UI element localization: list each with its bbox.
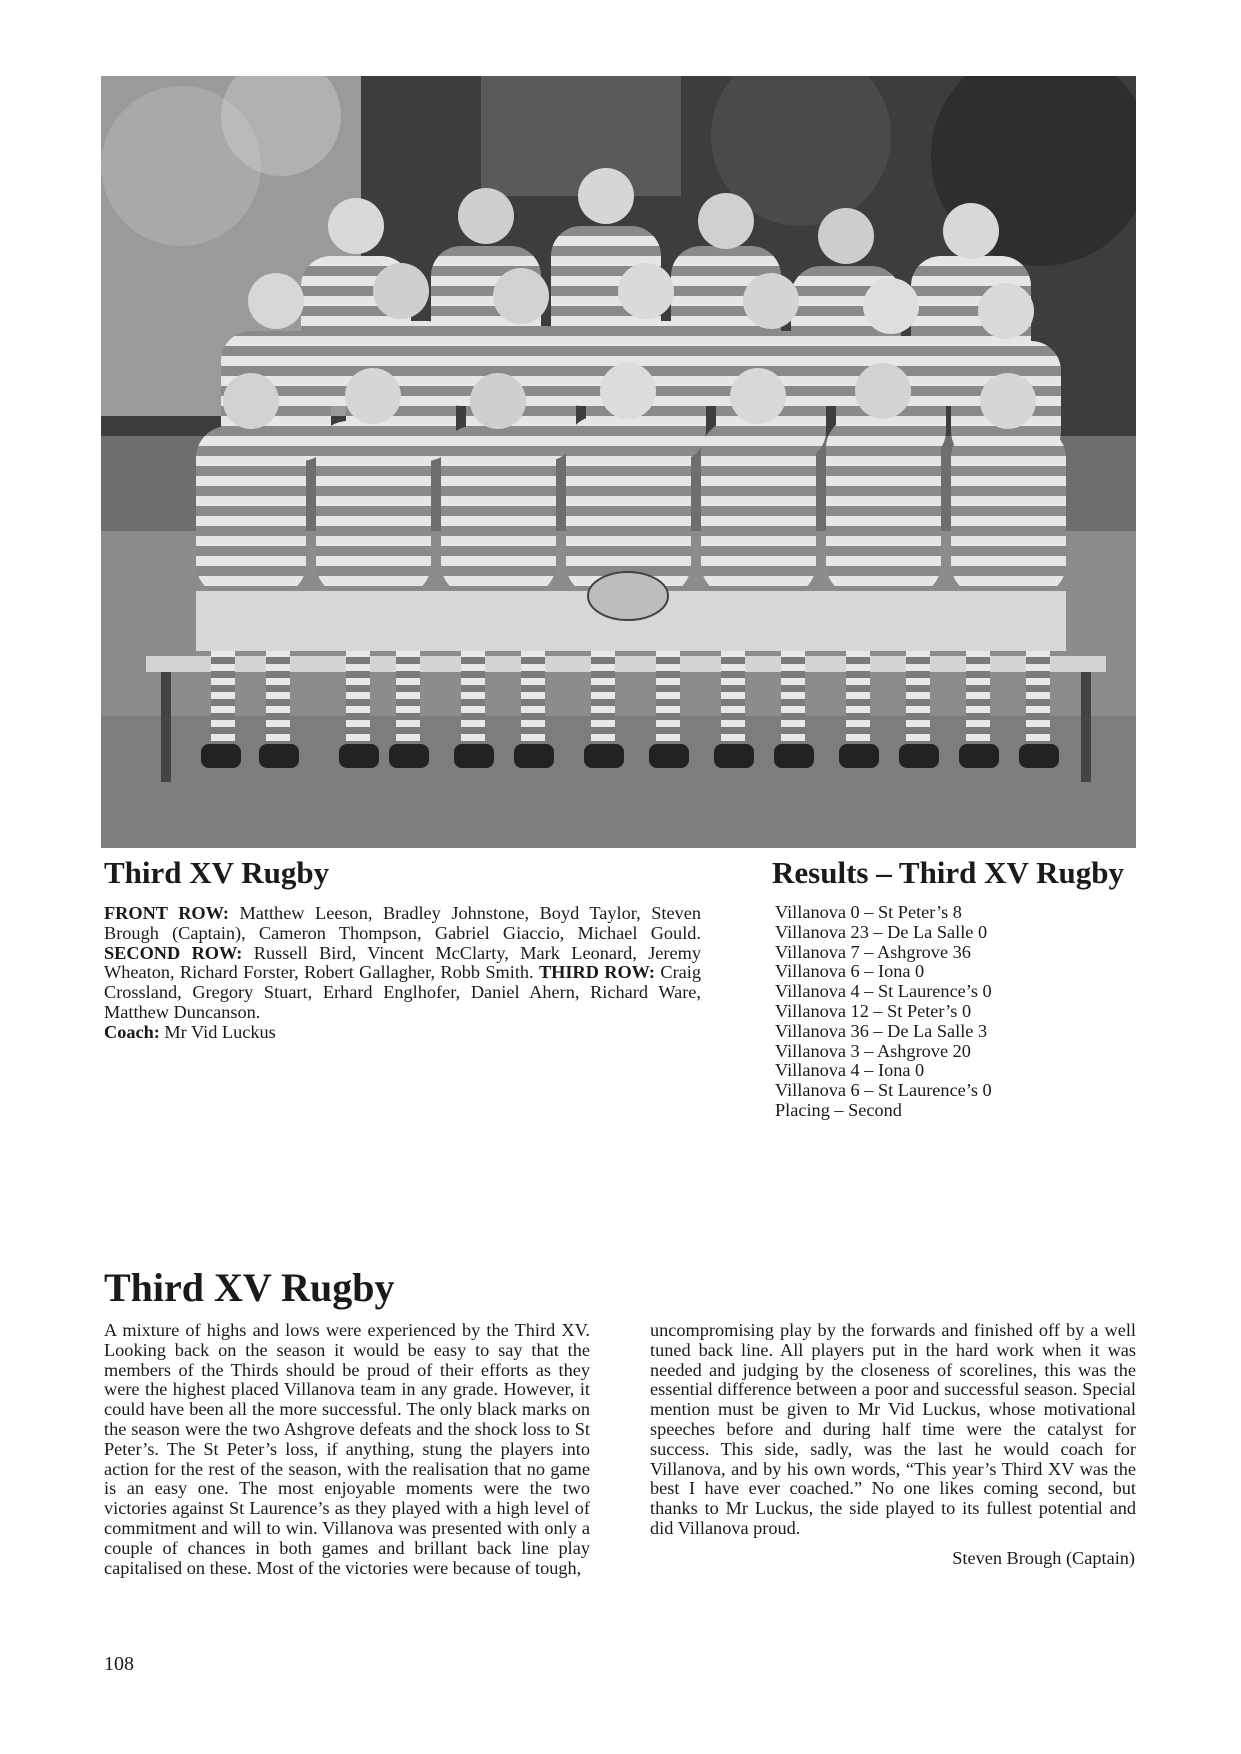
coach-name: Mr Vid Luckus	[159, 1021, 276, 1042]
team-photo	[101, 76, 1136, 848]
result-line: Villanova 0 – St Peter’s 8	[775, 902, 962, 922]
result-line: Villanova 12 – St Peter’s 0	[775, 1000, 972, 1021]
result-line: Villanova 4 – St Laurence’s 0	[775, 981, 992, 1002]
front-row-label: FRONT ROW:	[104, 903, 229, 923]
placing-line: Placing – Second	[775, 1099, 902, 1120]
result-line: Villanova 3 – Ashgrove 20	[775, 1040, 971, 1061]
result-line: Villanova 7 – Ashgrove 36	[775, 941, 971, 962]
team-caption-title: Third XV Rugby	[104, 855, 330, 890]
page-number: 108	[104, 1653, 134, 1675]
results-list	[775, 903, 992, 1121]
report-column-1: A mixture of highs and lows were experienced by the Third XV. Looking back on the season it would be easy to say that the members of the Thirds should be proud of their efforts as they were the highest placed Villanova team in any grade. However, it could have been all the more successful. The only black marks on the season were the two Ashgrove defeats and the shock loss to St Peter’s. The St Peter’s loss, if anything, stung the players into action for the rest of the season, with the realisation that no game is an easy one. The most enjoyable moments were the two victories against St Laurence’s as they played with a high level of commitment and will to win. Villanova was presented with only a couple of chances in both games and brillant back line play capitalised on these. Most of the victories were because of tough,	[104, 1320, 590, 1578]
report-column-2: uncompromising play by the forwards and finished off by a well tuned back line. All players put in the hard work when it was needed and judging by the closeness of scorelines, this was the essential difference between a poor and successful season. Special mention must be given to Mr Vid Luckus, whose motivational speeches before and during half time were the catalyst for success. This side, sadly, was the last he would coach for Villanova, and by his own words, “This year’s Third XV was the best I have ever coached.” No one likes coming second, but thanks to Mr Luckus, the side played to its fullest potential and did Villanova proud.	[650, 1320, 1136, 1538]
result-line: Villanova 6 – St Laurence’s 0	[775, 1080, 992, 1101]
result-line: Villanova 6 – Iona 0	[775, 961, 925, 982]
result-line: Villanova 4 – Iona 0	[775, 1060, 925, 1081]
second-row-names: Russell Bird, Vincent McClarty, Mark Leonard, Jeremy Wheaton, Richard Forster, Robert Gallagher, Robb Smith.	[104, 942, 701, 983]
coach-label: Coach:	[104, 1021, 160, 1042]
result-line: Villanova 36 – De La Salle 3	[775, 1020, 988, 1041]
result-line: Villanova 23 – De La Salle 0	[775, 921, 988, 942]
results-title: Results – Third XV Rugby	[772, 855, 1125, 890]
third-row-names: Craig Crossland, Gregory Stuart, Erhard Englhofer, Daniel Ahern, Richard Ware, Matthew Duncanson.	[104, 962, 701, 1022]
third-row-label: THIRD ROW:	[538, 962, 656, 983]
report-title: Third XV Rugby	[104, 1265, 395, 1310]
report-signoff: Steven Brough (Captain)	[952, 1548, 1135, 1568]
team-caption	[104, 904, 701, 1043]
second-row-label: SECOND ROW:	[104, 942, 243, 963]
front-row-names: Matthew Leeson, Bradley Johnstone, Boyd Taylor, Steven Brough (Captain), Cameron Thompson, Gabriel Giaccio, Michael Gould.	[104, 903, 701, 943]
